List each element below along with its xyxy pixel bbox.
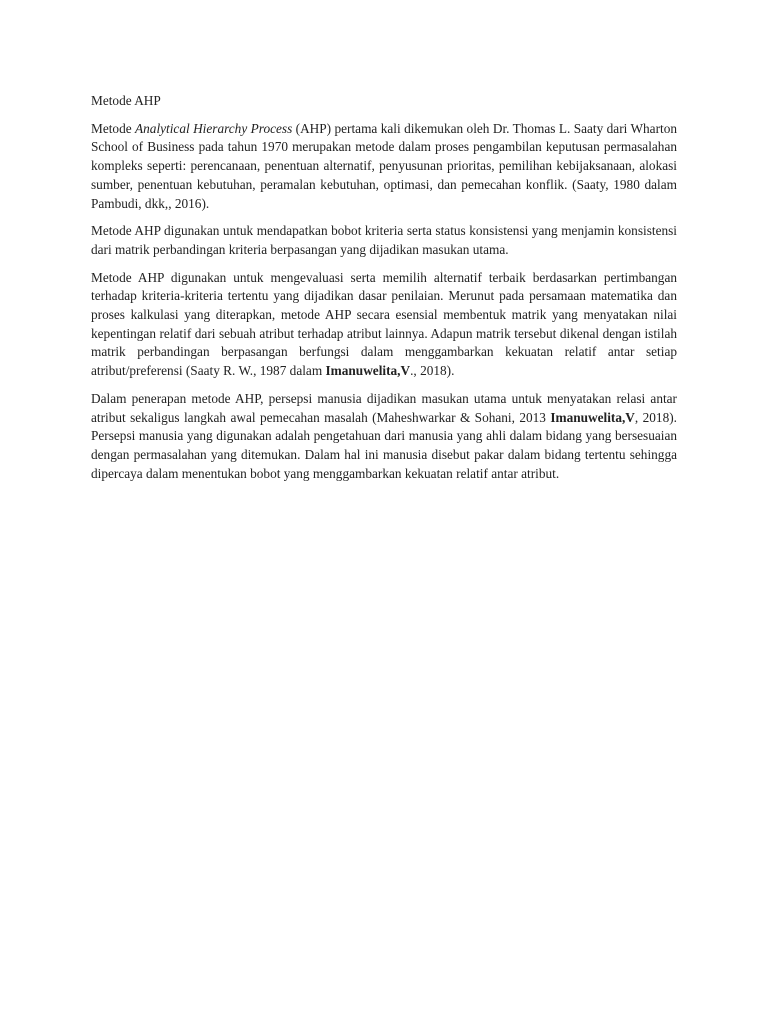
paragraph-1-text-a: Metode <box>91 120 136 136</box>
paragraph-3-bold-citation: Imanuwelita,V <box>325 363 411 379</box>
paragraph-1-text-c: (AHP) pertama kali dikemukan oleh Dr. Thomas L. Saaty dari Wharton School of Business pada tahun 1970 merupakan metode dalam proses pengambilan keputusan permasalahan kompleks seperti: perencanaan, penentuan alternatif, penyusunan prioritas, pemilihan kebijaksanaan, alokasi sumber, penentuan kebutuhan, peramalan kebutuhan, optimasi, dan pemecahan konflik. (Saaty, 1980 dalam Pambudi, dkk,, 2016). <box>91 120 677 211</box>
paragraph-3-text-c: ., 2018). <box>410 363 455 379</box>
paragraph-3 <box>91 269 677 381</box>
paragraph-1-italic-term: Analytical Hierarchy Process <box>135 120 293 136</box>
paragraph-4 <box>91 390 677 484</box>
paragraph-4-bold-citation: Imanuwelita,V <box>550 409 635 425</box>
paragraph-1 <box>91 120 677 214</box>
paragraph-4-text-c: , 2018). Persepsi manusia yang digunakan adalah pengetahuan dari manusia yang ahli dalam bidang yang bersesuaian dengan permasalahan yang ditemukan. Dalam hal ini manusia disebut pakar dalam bidang tertentu sehingga dipercaya dalam menentukan bobot yang menggambarkan kekuatan relatif antar atribut. <box>91 409 677 481</box>
paragraph-3-text-a: Metode AHP digunakan untuk mengevaluasi serta memilih alternatif terbaik berdasarkan pertimbangan terhadap kriteria-kriteria tertentu yang dijadikan dasar penilaian. Merunut pada persamaan matematika dan proses kalkulasi yang diterapkan, metode AHP secara esensial membentuk matrik yang menyatakan nilai kepentingan relatif dari sebuah atribut terhadap atribut lainnya. Adapun matrik tersebut dikenal dengan istilah matrik perbandingan berpasangan berfungsi dalam menggambarkan kekuatan relatif antar setiap atribut/preferensi (Saaty R. W., 1987 dalam <box>91 269 677 379</box>
document-heading: Metode AHP <box>91 93 161 108</box>
document-page <box>91 92 677 483</box>
paragraph-4-text-a: Dalam penerapan metode AHP, persepsi manusia dijadikan masukan utama untuk menyatakan relasi antar atribut sekaligus langkah awal pemecahan masalah (Maheshwarkar & Sohani, 2013 <box>91 390 677 425</box>
paragraph-2: Metode AHP digunakan untuk mendapatkan bobot kriteria serta status konsistensi yang menjamin konsistensi dari matrik perbandingan kriteria berpasangan yang dijadikan masukan utama. <box>91 223 677 257</box>
